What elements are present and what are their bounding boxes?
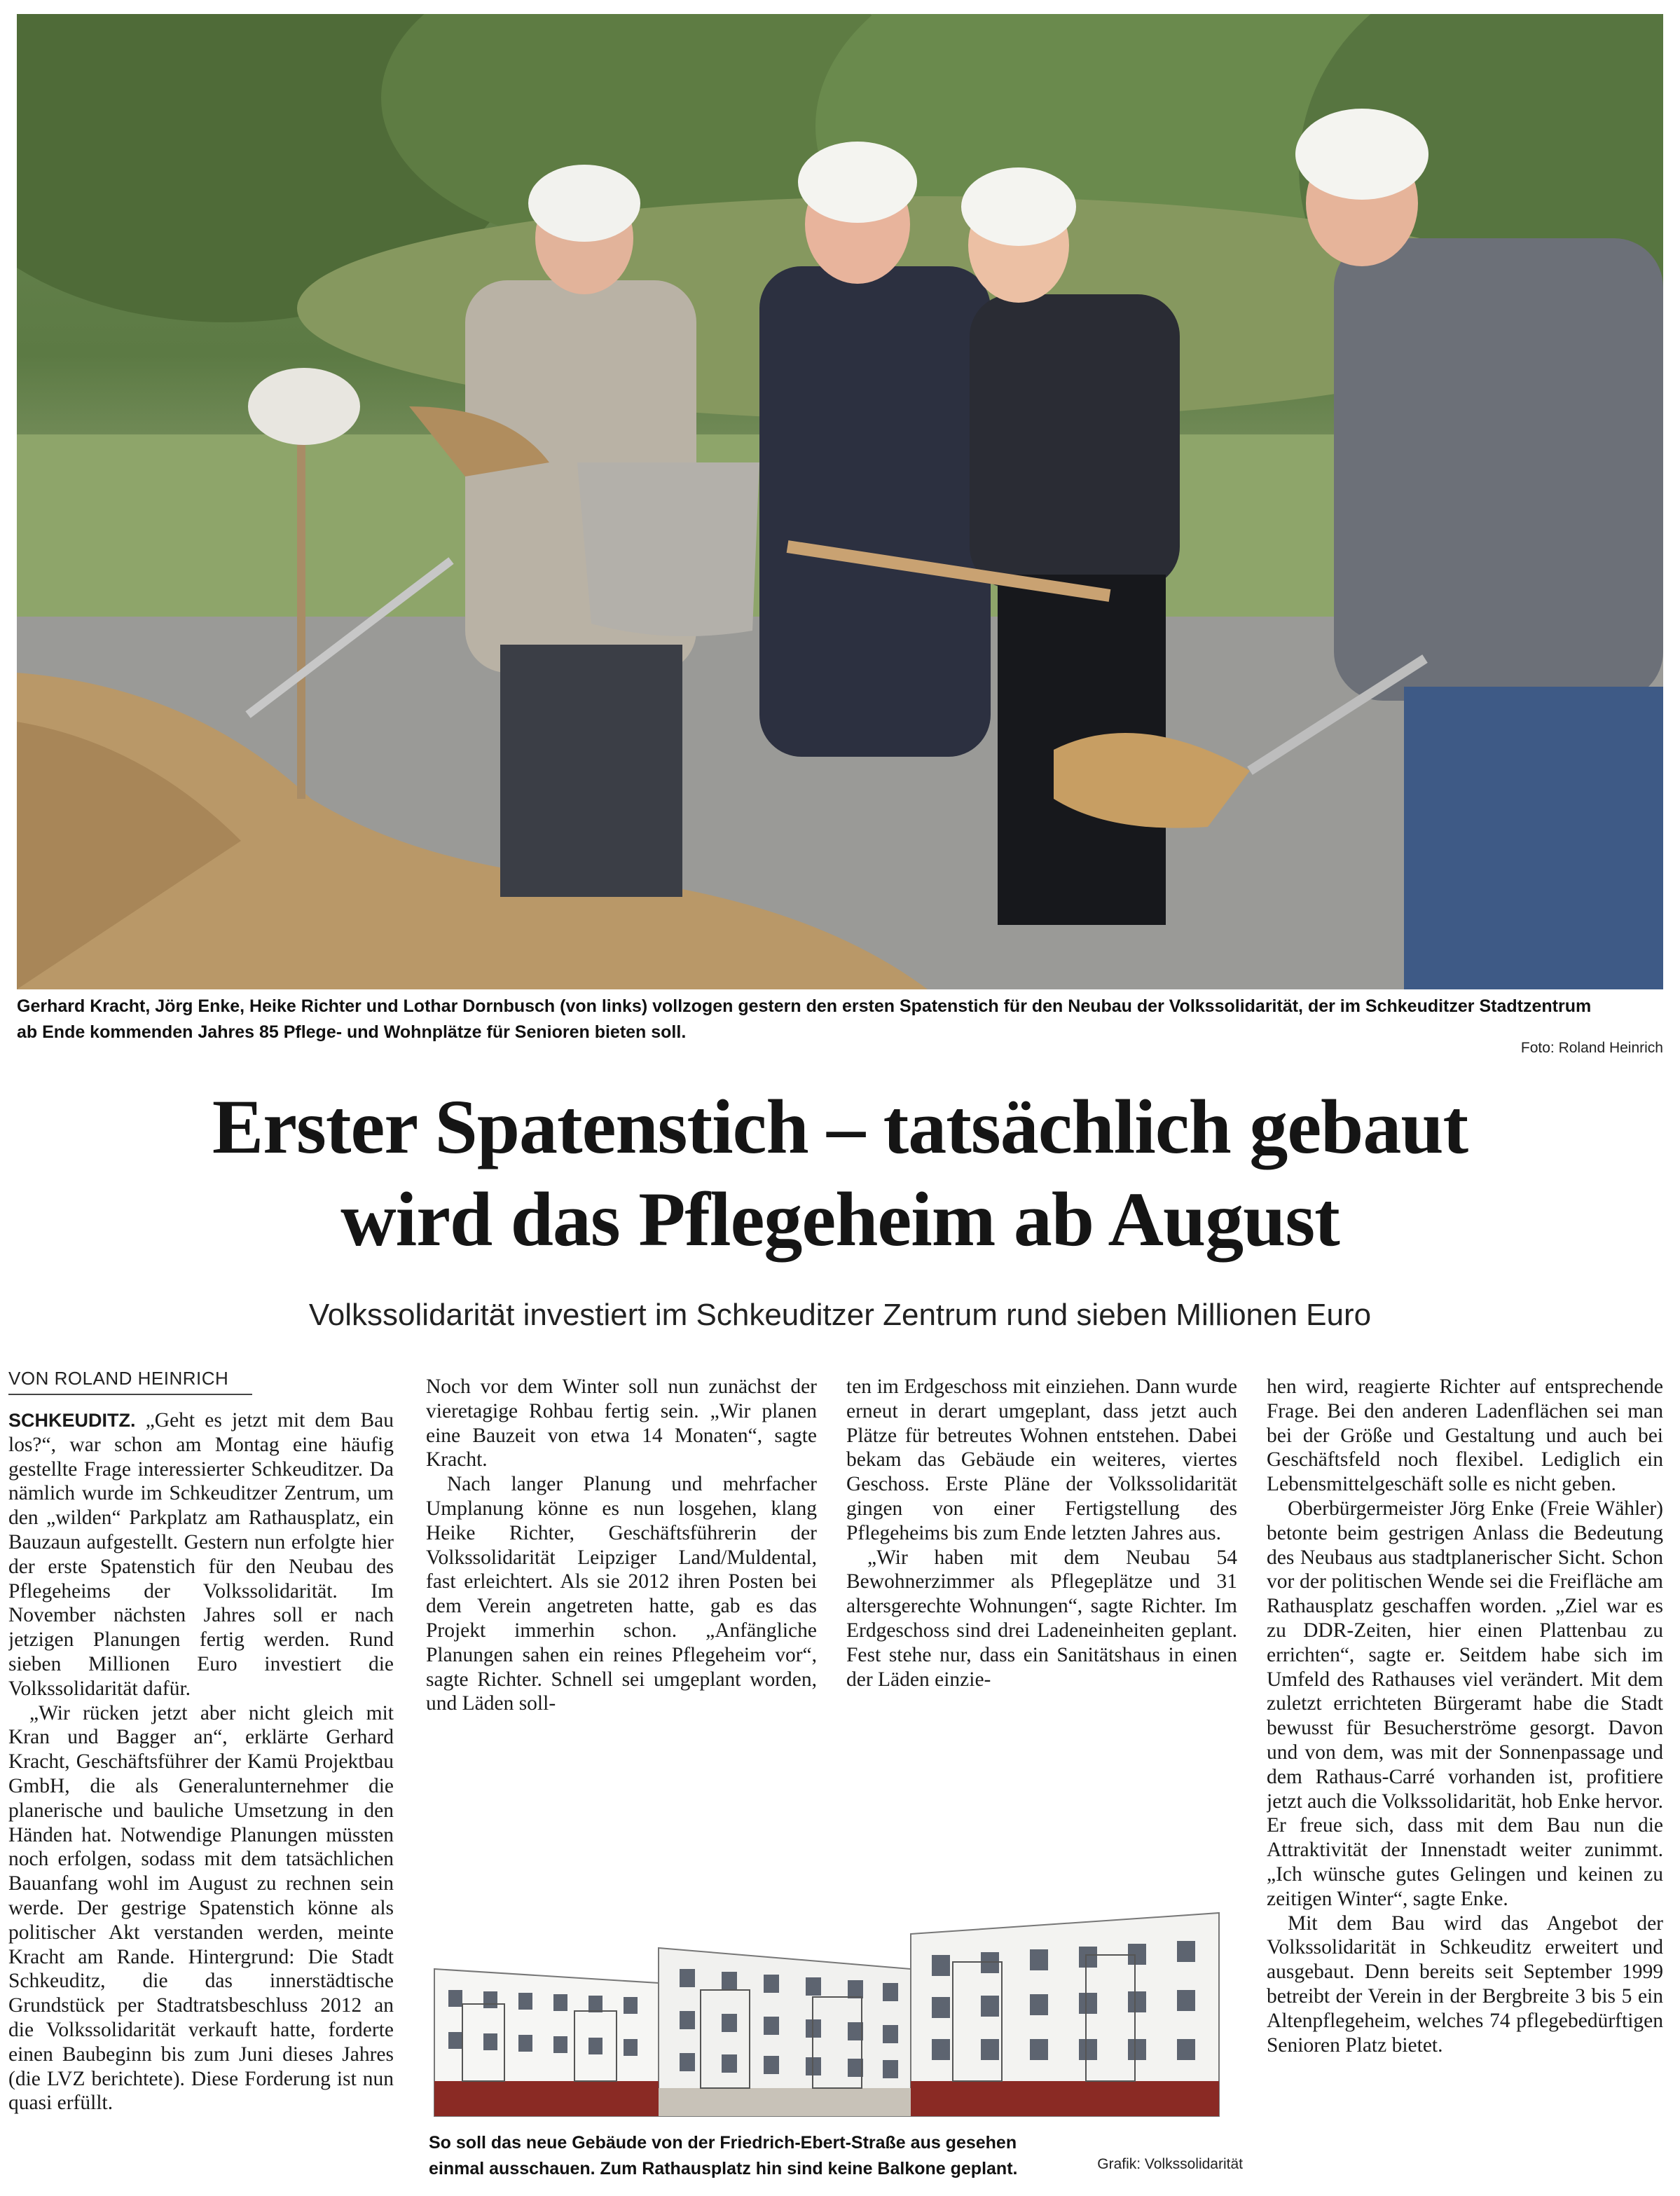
byline: VON ROLAND HEINRICH: [8, 1368, 252, 1395]
photo-caption: Gerhard Kracht, Jörg Enke, Heike Richter und Lothar Dornbusch (von links) vollzogen gestern den ersten Spatenstich für den Neubau der Volkssolidarität, der im Schkeuditzer Stadtzentrum ab Ende kommenden Jahres 85 Pflege- und Wohnplätze für Senioren bieten soll.: [17, 996, 1592, 1042]
article-column-3: [846, 1375, 1237, 1914]
paragraph: hen wird, reagierte Richter auf entsprechende Frage. Bei den anderen Ladenflächen sei man bei der Größe und Gestaltung und auch bei Geschäftsfeld noch flexibel. Lediglich ein Lebensmittelgeschäft solle es nicht geben.: [1267, 1375, 1663, 1496]
rendering-caption: So soll das neue Gebäude von der Friedrich-Ebert-Straße aus gesehen einmal ausschauen. Zum Rathausplatz hin sind keine Balkone geplant.: [429, 2133, 1018, 2178]
paragraph: Mit dem Bau wird das Angebot der Volkssolidarität in Schkeuditz erweitert und ausgebaut. Denn bereits seit September 1999 betreibt der Verein in der Bergbreite 3 bis 5 ein Altenpflegeheim, welches 74 pflegebedürftigen Senioren Platz bietet.: [1267, 1912, 1663, 2057]
paragraph: Noch vor dem Winter soll nun zunächst der vieretagige Rohbau fertig sein. „Wir planen eine Bauzeit von etwa 14 Monaten“, sagte Kracht.: [426, 1375, 817, 1471]
photo-illustration: [17, 14, 1663, 989]
dateline: SCHKEUDITZ.: [8, 1410, 136, 1431]
rendering-credit: Grafik: Volkssolidarität: [1097, 2156, 1243, 2172]
subheadline: Volkssolidarität investiert im Schkeuditzer Zentrum rund sieben Millionen Euro: [308, 1298, 1372, 1332]
paragraph: ten im Erdgeschoss mit einziehen. Dann wurde erneut in derart umgeplant, dass jetzt auch Plätze für betreutes Wohnen entstehen. Dabei bekam das Gebäude ein weiteres, viertes Geschoss. Erste Pläne der Volkssolidarität gingen von einer Fertigstellung des Pflegeheims bis zum Ende letzten Jahres aus.: [846, 1375, 1237, 1544]
ground-breaking-photo: [17, 14, 1663, 989]
building-rendering: [420, 1906, 1247, 2123]
headline-line-2: wird das Pflegeheim ab August: [340, 1176, 1340, 1262]
paragraph: „Wir haben mit dem Neubau 54 Bewohnerzimmer als Pflegeplätze und 31 altersgerechte Wohnungen“, sagte Richter. Im Erdgeschoss sind drei Ladeneinheiten geplant. Fest stehe nur, dass ein Sanitätshaus in einen der Läden einzie-: [846, 1546, 1237, 1691]
headline-line-1: Erster Spatenstich – tatsächlich gebaut: [212, 1084, 1468, 1169]
paragraph: „Wir rücken jetzt aber nicht gleich mit Kran und Bagger an“, erklärte Gerhard Kracht, Geschäftsführer der Kamü Projektbau GmbH, die als Generalunternehmer die planerische und bauliche Umsetzung in den Händen hat. Notwendige Planungen müssten noch erfolgen, sodass mit dem tatsächlichen Bauanfang wohl im August zu rechnen sein werde. Der gestrige Spatenstich könne als politischer Akt verstanden werden, meinte Kracht am Rande. Hintergrund: Die Stadt Schkeuditz, die das innerstädtische Grundstück per Stadtratsbeschluss 2012 an die Volkssolidarität verkauft hatte, forderte einen Baubeginn bis zum Juni dieses Jahres (die LVZ berichtete). Diese Forderung ist nun quasi erfüllt.: [8, 1701, 394, 2115]
paragraph: Oberbürgermeister Jörg Enke (Freie Wähler) betonte beim gestrigen Anlass die Bedeutung des Neubaus aus stadtplanerischer Sicht. Schon vor der politischen Wende sei die Freifläche am Rathausplatz geschaffen worden. „Ziel war es zu DDR-Zeiten, hier einen Plattenbau zu errichten“, sagte er. Seitdem habe sich im Umfeld des Rathauses viel verändert. Mit dem zuletzt errichteten Bürgeramt habe die Stadt bewusst für Besucherströme gesorgt. Davon und von dem, was mit der Sonnenpassage und dem Rathaus-Carré vorhanden ist, profitiere jetzt auch die Volkssolidarität, hob Enke hervor. Er freue sich, dass mit dem Bau nun die Attraktivität der Innenstadt weiter zunimmt. „Ich wünsche gutes Gelingen und keinen zu zeitigen Winter“, sagte Enke.: [1267, 1497, 1663, 1910]
article-column-2: [426, 1375, 817, 1914]
photo-credit: Foto: Roland Heinrich: [1520, 1040, 1663, 1056]
paragraph: Nach langer Planung und mehrfacher Umplanung könne es nun losgehen, klang Heike Richter, Geschäftsführerin der Volkssolidarität Leipziger Land/Muldental, fast erleichtert. Als sie 2012 ihren Posten bei dem Verein angetreten hatte, gab es das Projekt immerhin schon. „Anfängliche Planungen sahen ein reines Pflegeheim vor“, sagte Richter. Schnell sei umgeplant worden, und Läden soll-: [426, 1473, 817, 1715]
building-illustration: [420, 1906, 1247, 2123]
article-column-4: [1267, 1375, 1663, 2186]
headline: [0, 1080, 1680, 1265]
paragraph: SCHKEUDITZ. „Geht es jetzt mit dem Bau los?“, war schon am Montag eine häufig gestellte Frage interessierter Schkeuditzer. Da nämlich wurde im Schkeuditzer Zentrum, um den „wilden“ Parkplatz am Rathausplatz, ein Bauzaun aufgestellt. Gestern nun erfolgte hier der erste Spatenstich für den Neubau des Pflegeheims der Volkssolidarität. Im November nächsten Jahres soll er nach jetzigen Planungen fertig werden. Rund sieben Millionen Euro investiert die Volkssolidarität dafür.: [8, 1409, 394, 1700]
article-column-1: [8, 1408, 394, 2186]
